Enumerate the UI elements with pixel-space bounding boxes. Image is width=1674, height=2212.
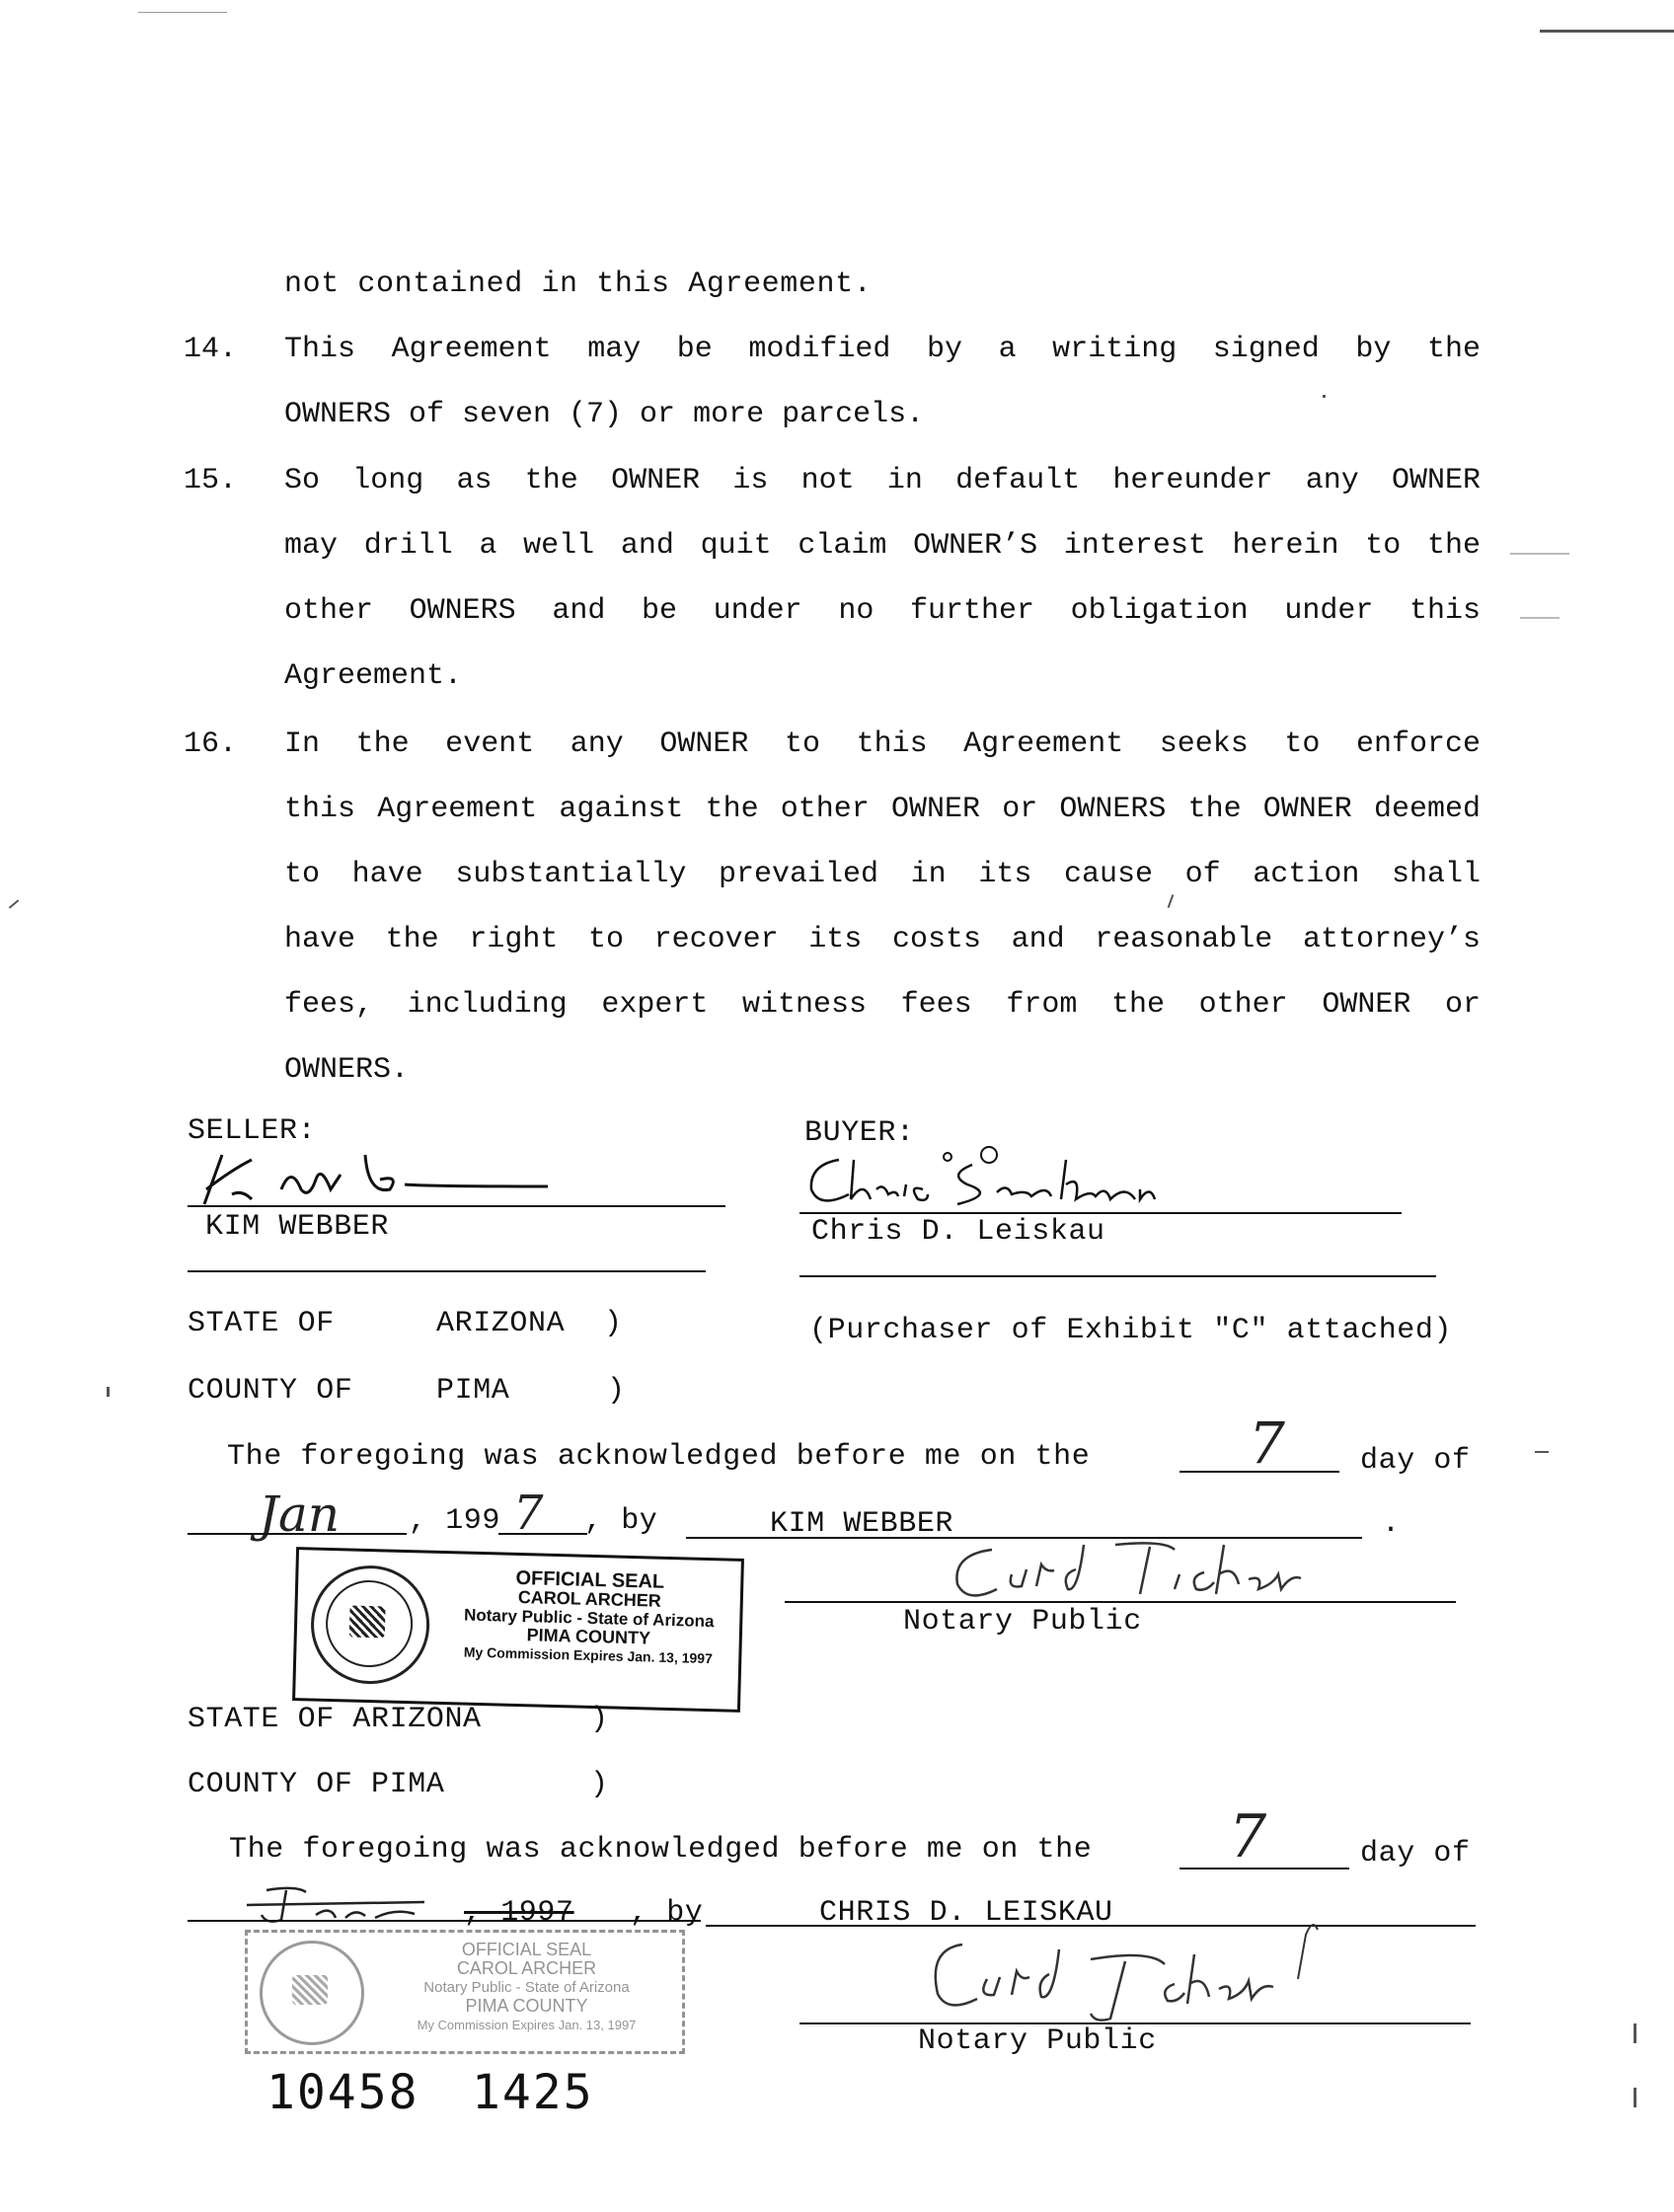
state-seal-icon: [310, 1564, 431, 1686]
scan-edge-mark: [1540, 30, 1674, 33]
seal-line: OFFICIAL SEAL: [461, 1940, 592, 1959]
ack1-period: .: [1382, 1507, 1401, 1541]
seal-line: Notary Public - State of Arizona: [423, 1979, 630, 1996]
ack2-date-line: [188, 1920, 701, 1922]
ack2-day-handwritten: 7: [1229, 1802, 1267, 1871]
ack1-foregoing-text: The foregoing was acknowledged before me on the: [227, 1440, 1091, 1474]
clause-13-tail: not contained in this Agreement.: [284, 267, 873, 301]
ack2-day-line: [1179, 1868, 1349, 1869]
clause-14-line: OWNERS of seven (7) or more parcels.: [284, 398, 925, 431]
seal-line: My Commission Expires Jan. 13, 1997: [463, 1643, 714, 1667]
ack1-state-value: ARIZONA: [436, 1307, 566, 1340]
ack2-county-paren: ): [590, 1768, 609, 1801]
ack2-foregoing-text: The foregoing was acknowledged before me on the: [229, 1833, 1093, 1867]
scan-speck: [1323, 395, 1326, 398]
ack2-notary-signature: [923, 1920, 1337, 2028]
ack1-notary-line: [785, 1601, 1456, 1603]
ack1-by: , by: [584, 1504, 658, 1538]
ack1-state-label: STATE OF: [188, 1307, 335, 1340]
clause-15-text: [284, 448, 1481, 709]
ack2-year-text: , 1997: [464, 1896, 574, 1930]
clause-15-line: So long as the OWNER is not in default hereunder any OWNER: [284, 464, 1481, 497]
recording-book-number: 10458: [266, 2065, 419, 2120]
ack1-county-paren: ): [607, 1374, 626, 1408]
seller-signature-line: [188, 1205, 725, 1207]
ack1-year-prefix: , 199: [409, 1504, 501, 1538]
ack1-notary-label: Notary Public: [903, 1605, 1142, 1639]
clause-15-line: may drill a well and quit claim OWNER’S interest herein to the: [284, 529, 1481, 563]
seller-second-line: [188, 1270, 706, 1272]
clause-16-line: to have substantially prevailed in its cause of action shall: [284, 858, 1481, 891]
ack1-party-name: KIM WEBBER: [770, 1507, 954, 1541]
seller-name: KIM WEBBER: [205, 1210, 390, 1244]
ack2-day-of: day of: [1360, 1837, 1471, 1870]
seal-line: CAROL ARCHER: [517, 1586, 662, 1611]
buyer-signature: [799, 1145, 1214, 1214]
clause-15-number: 15.: [184, 464, 238, 497]
ack1-year-digit: 7: [513, 1486, 544, 1541]
ack1-day-line: [1179, 1471, 1339, 1473]
scan-speck: [9, 899, 19, 908]
official-seal-stamp: [292, 1547, 744, 1713]
state-seal-icon: [260, 1941, 364, 2045]
clause-15-line: other OWNERS and be under no further obligation under this: [284, 594, 1481, 628]
ack2-notary-label: Notary Public: [918, 2024, 1157, 2058]
clause-14-line: This Agreement may be modified by a writing signed by the: [284, 333, 1481, 366]
purchaser-note: (Purchaser of Exhibit "C" attached): [809, 1314, 1453, 1347]
seller-signature: [192, 1135, 558, 1214]
seal-line: Notary Public - State of Arizona: [463, 1605, 715, 1632]
clause-16-line: OWNERS.: [284, 1053, 410, 1087]
clause-15-line: Agreement.: [284, 659, 463, 693]
ack1-month-line: [188, 1533, 407, 1535]
seal-line: PIMA COUNTY: [465, 1996, 588, 2016]
seal-line: CAROL ARCHER: [456, 1958, 597, 1978]
ack1-year-line: [498, 1533, 587, 1535]
recording-page-number: 1425: [472, 2065, 594, 2120]
seal-line: My Commission Expires Jan. 13, 1997: [417, 2018, 637, 2032]
ack1-day-handwritten: 7: [1249, 1410, 1285, 1477]
clause-16-line: have the right to recover its costs and reasonable attorney’s: [284, 923, 1481, 956]
clause-16-line: In the event any OWNER to this Agreement seeks to enforce: [284, 727, 1481, 761]
ack2-state-paren: ): [590, 1703, 609, 1736]
ack2-county-line: COUNTY OF PIMA: [188, 1768, 445, 1801]
ack1-state-paren: ): [604, 1307, 623, 1340]
buyer-name: Chris D. Leiskau: [811, 1215, 1105, 1249]
clause-16-line: fees, including expert witness fees from the other OWNER or: [284, 988, 1481, 1022]
ack2-by: , by: [630, 1896, 704, 1930]
official-seal-stamp-faded: [245, 1930, 685, 2054]
scan-speck: [107, 1387, 110, 1397]
scan-speck: [1520, 617, 1560, 619]
clause-16-line: this Agreement against the other OWNER or OWNERS the OWNER deemed: [284, 793, 1481, 826]
buyer-second-line: [799, 1275, 1436, 1277]
clause-16-text: [284, 712, 1481, 1103]
ack2-month-handwritten: [237, 1880, 434, 1930]
clause-16-number: 16.: [184, 727, 238, 761]
seal-line: OFFICIAL SEAL: [515, 1566, 665, 1593]
scan-speck: [1634, 2023, 1636, 2043]
ack1-month-handwritten: Jan: [259, 1486, 341, 1543]
scan-speck: [1510, 553, 1569, 555]
clause-14-number: 14.: [184, 333, 238, 366]
ack1-county-label: COUNTY OF: [188, 1374, 353, 1408]
scan-speck: [1634, 2088, 1636, 2107]
clause-14-text: [284, 317, 1481, 447]
ack1-day-of: day of: [1360, 1444, 1471, 1478]
scan-speck: [1535, 1451, 1549, 1453]
ack2-state-line: STATE OF ARIZONA: [188, 1703, 482, 1736]
buyer-label: BUYER:: [804, 1116, 915, 1150]
seller-label: SELLER:: [188, 1114, 317, 1148]
ack2-party-name: CHRIS D. LEISKAU: [819, 1896, 1113, 1930]
scan-edge-mark: [138, 12, 227, 13]
seal-line: PIMA COUNTY: [526, 1625, 651, 1648]
ack1-county-value: PIMA: [436, 1374, 510, 1408]
